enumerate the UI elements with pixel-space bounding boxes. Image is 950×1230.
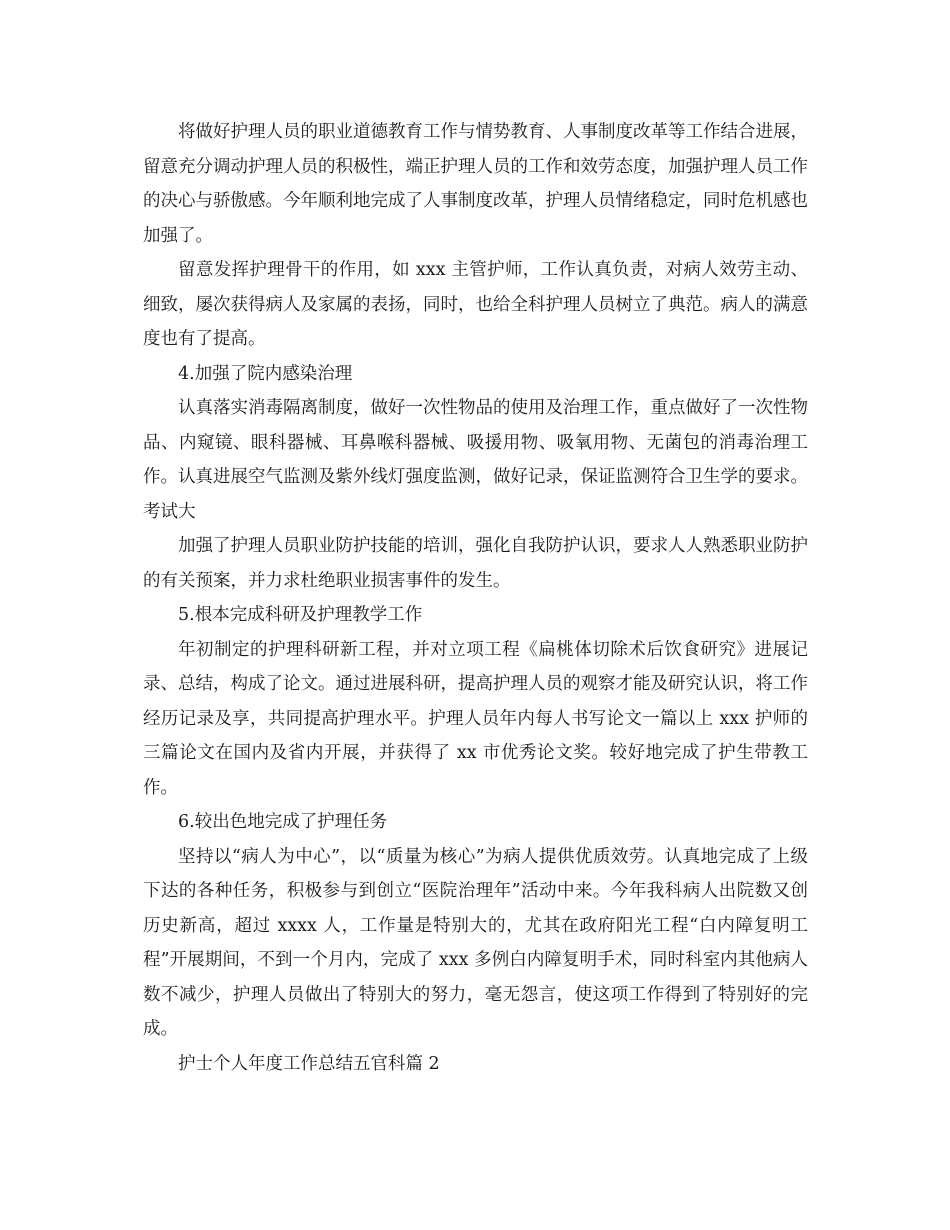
paragraph-patient-centered: 坚持以“病人为中心”，以“质量为核心”为病人提供优质效劳。认真地完成了上级下达的各种任务，积极参与到创立“医院治理年”活动中来。今年我科病人出院数又创历史新高，超过 xxxx 人，工作量是特别大的，尤其在政府阳光工程“白内障复明工程”开展期间，不到一个月内，完成了 xxx 多例白内障复明手术，同时科室内其他病人数不减少，护理人员做出了特别大的努力，毫无怨言，使这项工作得到了特别好的完成。	[143, 846, 808, 1039]
heading-research-teaching: 5.根本完成科研及护理教学工作	[178, 605, 423, 625]
section-title: 护士个人年度工作总结五官科篇 2	[178, 1053, 440, 1074]
heading-nursing-tasks: 6.较出色地完成了护理任务	[178, 812, 388, 832]
paragraph-disinfection: 认真落实消毒隔离制度，做好一次性物品的使用及治理工作，重点做好了一次性物品、内窥镜、眼科器械、耳鼻喉科器械、吸援用物、吸氧用物、无菌包的消毒治理工作。认真进展空气监测及紫外线灯强度监测，做好记录，保证监测符合卫生学的要求。考试大	[143, 398, 808, 522]
paragraph-nursing-backbone: 留意发挥护理骨干的作用，如 xxx 主管护师，工作认真负责，对病人效劳主动、细致，屡次获得病人及家属的表扬，同时，也给全科护理人员树立了典范。病人的满意度也有了提高。	[143, 260, 808, 349]
heading-infection-control: 4.加强了院内感染治理	[178, 363, 353, 384]
document-body	[143, 115, 808, 1081]
paragraph-occupational-protection: 加强了护理人员职业防护技能的培训，强化自我防护认识，要求人人熟悉职业防护的有关预案，并力求杜绝职业损害事件的发生。	[143, 536, 808, 591]
paragraph-ethics-education: 将做好护理人员的职业道德教育工作与情势教育、人事制度改革等工作结合进展，留意充分调动护理人员的积极性，端正护理人员的工作和效劳态度，加强护理人员工作的决心与骄傲感。今年顺利地完成了人事制度改革，护理人员情绪稳定，同时危机感也加强了。	[143, 122, 808, 246]
paragraph-research: 年初制定的护理科研新工程，并对立项工程《扁桃体切除术后饮食研究》进展记录、总结，构成了论文。通过进展科研，提高护理人员的观察才能及研究认识，将工作经历记录及享，共同提高护理水平。护理人员年内每人书写论文一篇以上 xxx 护师的三篇论文在国内及省内开展，并获得了 xx 市优秀论文奖。较好地完成了护生带教工作。	[143, 639, 808, 798]
